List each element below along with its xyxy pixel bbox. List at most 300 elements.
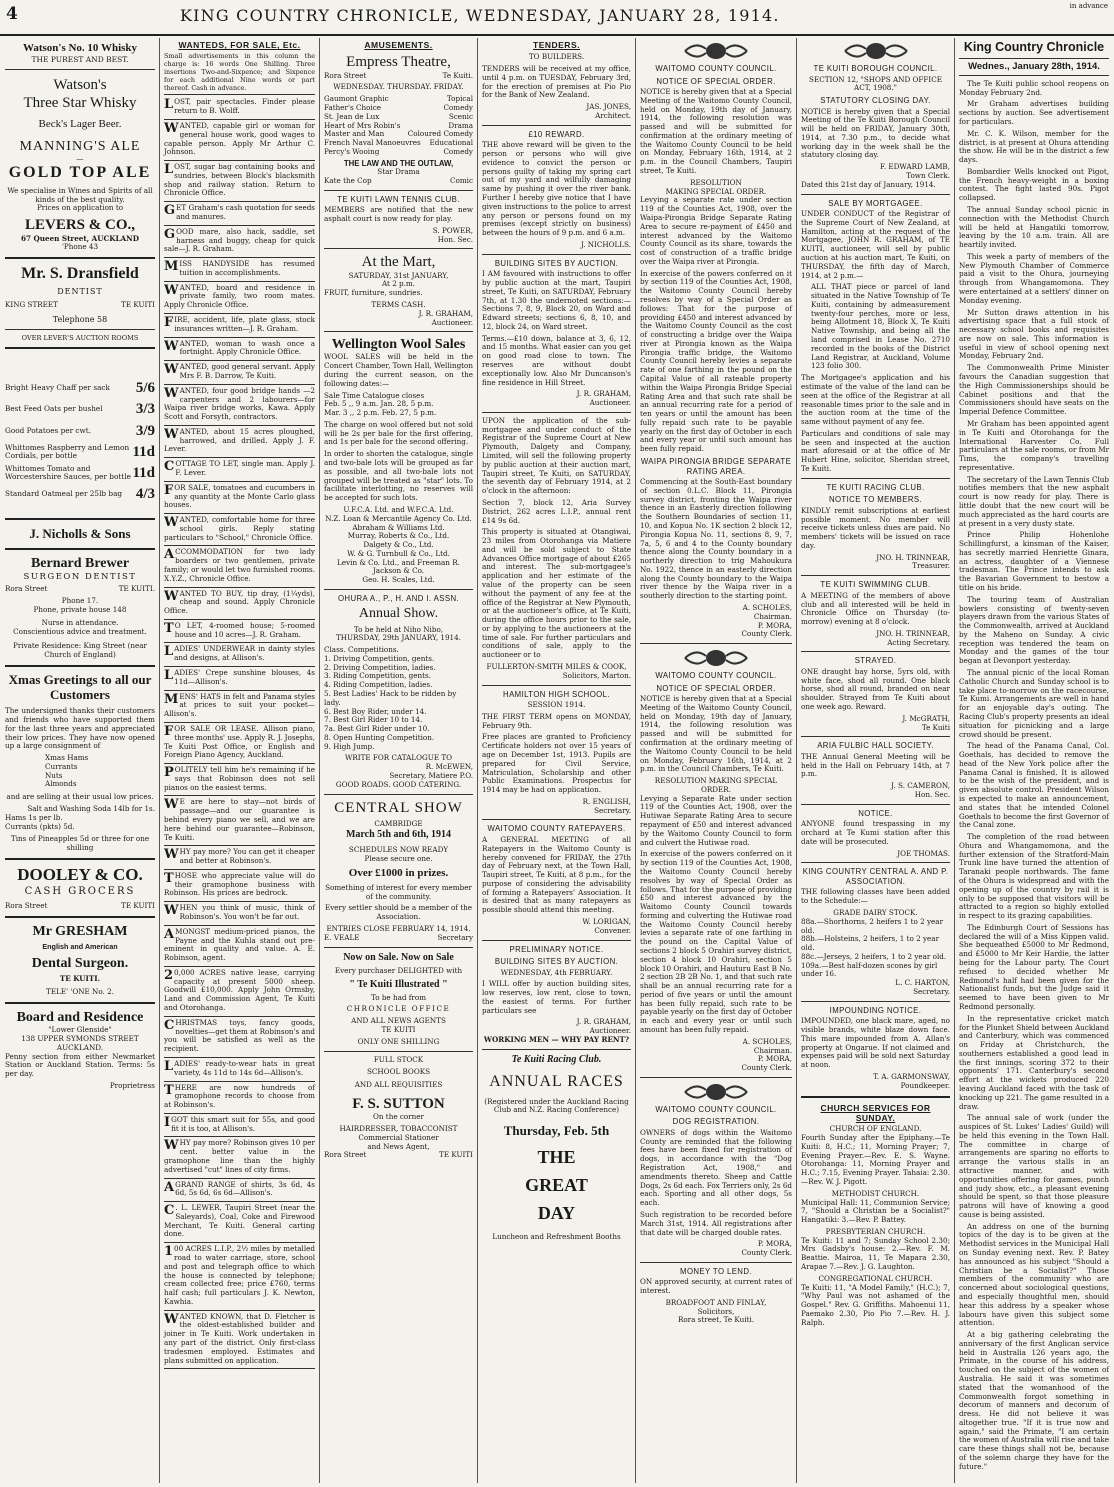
drop-cap: W (164, 282, 179, 298)
broadfoot-solicitors: Solicitors, (697, 1306, 735, 1316)
ad-divider (164, 545, 315, 546)
product-row (5, 400, 155, 418)
dransfield-heading: Mr. S. Dransfield (21, 265, 139, 283)
wanted-ad-text: GOT this smart suit for 55s, and good fit it is too, at Allison's. (171, 1114, 315, 1133)
drop-cap: W (164, 426, 179, 442)
dog-more: Such registration to be recorded before March 31st, 1914. All registrations after that date will be charged double rates. (640, 1209, 792, 1237)
county-crest-icon (681, 41, 751, 61)
school-books: SCHOOL BOOKS (366, 1067, 431, 1077)
impounding-heading: IMPOUNDING NOTICE. (829, 1005, 922, 1015)
sites2-graham: J. R. GRAHAM, (576, 1017, 631, 1027)
ad-divider (164, 425, 315, 426)
borough-heading: TE KUITI BOROUGH COUNCIL. (813, 64, 938, 73)
ad-divider (164, 1113, 315, 1114)
xmas-items (5, 754, 155, 789)
film-kind: Scenic (448, 111, 473, 121)
wanted-ad (164, 460, 315, 478)
wanted-ad-text: OR SALE, tomatoes and cucumbers in any quantity at the Monte Carlo glass houses. (164, 482, 315, 510)
harton-title: Secretary. (913, 987, 950, 996)
drop-cap: G (164, 226, 176, 242)
council-heading-3: WAITOMO COUNTY COUNCIL. (655, 1104, 777, 1114)
broadfoot: BROADFOOT AND FINLAY, (665, 1297, 767, 1307)
news-agent: and News Agent, (367, 1141, 430, 1151)
broker-name: Dalgety & Co., Ltd. (363, 540, 434, 550)
drop-cap: G (164, 203, 176, 219)
dog-registration: DOG REGISTRATION. (672, 1117, 760, 1127)
gresham-phone: TELE' 'ONE No. 2. (46, 987, 114, 997)
drop-cap: L (164, 668, 174, 684)
wanted-ad-text: OR SALE OR LEASE. Allison piano, three months' use. Apply R. J. Josephs, Te Kuiti Post Office, or English and Foreign Piano Agency, Auckland. (164, 723, 315, 760)
hamilton-heading: HAMILTON HIGH SCHOOL. (503, 689, 610, 699)
registered: (Registered under the Auckland Racing Club and N.Z. Racing Conference) (484, 1096, 629, 1115)
ad-divider (164, 795, 315, 796)
film-title: Heart of Mrs Robin's (324, 120, 401, 130)
luncheon: Luncheon and Refreshment Booths (492, 1231, 621, 1241)
acting-secretary: Acting Secretary. (887, 637, 950, 647)
convener: Convener. (594, 925, 631, 935)
column-1-ads: Watson's No. 10 Whisky THE PUREST AND BEST. Watson's Three Star Whisky Beck's Lager Beer. MANNING'S ALE — GOLD TOP ALE We specialise in Wines and Spirits of all kinds of the best quality. Prices on application to LEVERS & CO., 67 Queen Street, AUCKLAND 'Phone 43 Mr. S. Dransfield DENTIST KING STREET TE KUITI Telephone 58 OVER LEVER'S AUCTION ROOMS Bright Heavy Chaff per sack 5/6 Best Feed Oats per bushel 3/3 Good Potatoes per cwt. 3/9 Whittomes Raspberry and Lemon Cordials, per bottle 11d Whittomes Tomato and Worcestershire Sauces, per bottle 11d Standard Oatmeal per 25lb bag 4/3 J. Nicholls & Sons Bernard Brewer SURGEON DENTIST Rora Street TE KUITI. Phone 17. Phone, private house 148 Nurse in attendance. Conscientious advice and treatment. Private Residence: King Street (near Church of England) Xmas Greetings to all our Customers The undersigned thanks their customers and friends who have supported them for the last three years and appreciated their low prices. They have now opened up a large consignment of Xmas Hams Currants Nuts Almonds and are selling at their usual low prices. Salt and Washing Soda 14lb for 1s. Hams 1s per lb. Currants (pkts) 5d. Tins of Pineapples 5d or three for one shilling DOOLEY & CO. CASH GROCERS Rora Street TE KUITI Mr GRESHAM English and American Dental Surgeon. TE KUITI. TELE' 'ONE No. 2. Board and Residence "Lower Glenside" 138 UPPER SYMONDS STREET AUCKLAND. Penny section from either Newmarket Station or Auckland Station. Terms: 5s per day. Proprietress (5, 42, 155, 1090)
statutory-closing: STATUTORY CLOSING DAY. (820, 96, 931, 106)
wanted-ad (164, 725, 315, 760)
xmas-item: Almonds (45, 779, 77, 789)
kc-association: KING COUNTRY CENTRAL A. AND P. ASSOCIATION. (802, 867, 949, 886)
film-kind: Drama (448, 120, 473, 130)
xmas-heading: Xmas Greetings to all our Customers (8, 671, 152, 703)
architect: Architect. (595, 111, 631, 121)
wanted-ad-text: OLITELY tell him he's remaining if he says that Robinson does not sell pianos on the easiest terms. (164, 765, 315, 792)
church-services-heading: CHURCH SERVICES FOR SUNDAY. (820, 1102, 931, 1123)
wanted-ad-text: HERE are now hundreds of gramophone records to choose from at Robinson's. (164, 1082, 315, 1110)
xmas-item: Currants (45, 761, 78, 771)
ad-divider (164, 966, 315, 967)
product-price: 5/6 (135, 379, 155, 396)
drop-cap: T (164, 870, 174, 886)
drop-cap: W (164, 903, 179, 919)
news-paragraph: The touring team of Australian bowlers consisting of twenty-seven players drawn from the various States of the Commonwealth, arrived at Auckland by the Maheno on Sunday. A civic reception was tendered the team on Monday and the games of the tour began at Devonport yesterday. (959, 594, 1109, 666)
wanted-ad (164, 363, 315, 381)
film-row (324, 148, 473, 157)
sites2-heading: BUILDING SITES BY AUCTION. (494, 957, 619, 967)
council-body-3: In exercise of the powers conferred on it by section 119 of the Counties Act, 1908, the Waitomo County Council hereby resolves by way of a Special Order as follows: That for the purpose of providing £450 and interest advanced by the Waitomo County Council as the cost of constructing a bridge over the Waipa river at Pirongia known as the Waipa Pirongia traffic bridge, the Waitomo County Council hereby levies a separate rate of one farthing in the pound on the Capital Value of all rateable property within the Waipa Pirongia Bridge Special Rating Area and that such rate shall be an annual recurring rate for a period of ten years or until the amount has been fully repaid such rate to be payable yearly on the first day of October in each and every year or until such amount has been fully repaid. (640, 268, 792, 454)
wool-order: In order to shorten the catalogue, single and two-bale lots will be grouped as far as possible, and all two-bale lots not grouped will be treated as "star" lots. To facilitate interlotting, no reserves will be accepted for such lots. (324, 449, 473, 503)
ad-divider (164, 1178, 315, 1179)
wanted-ad-text: ANTED KNOWN, that D. Fletcher is the oldest-established builder and joiner in Te Kuiti. Work undertaken in any part of the district. Only first-class tradesmen employed. Estimates and plans submitted on application. (164, 1311, 315, 1365)
niho-nibo: To be held at Niho Nibo, (353, 624, 444, 634)
kc-class: 88c.—Jerseys, 2 heifers, 1 to 2 year old. (801, 951, 947, 961)
county-crest-icon (681, 1082, 751, 1102)
phone-17: Phone 17. (61, 595, 99, 605)
kate-kind: Comic (450, 175, 473, 185)
english: R. ENGLISH, (582, 796, 631, 806)
column-rule (477, 38, 478, 1483)
ad-divider (164, 763, 315, 764)
mortgagee-body: UNDER CONDUCT of the Registrar of the Supreme Court of New Zealand, at Hamilton, acting at the request of the Mortgagee, JOHN R. GRAHAM, of TE KUITI, auctioneer, will sell by public auction at his auction mart, Te Kuiti, on THURSDAY, the fifth day of March, 1914, at 2 p.m.— (801, 209, 950, 280)
ad-divider (164, 666, 315, 667)
film-title: Father's Choice (324, 103, 381, 112)
tennis-signature: S. POWER, (432, 225, 473, 235)
becks-heading: Beck's Lager Beer. (38, 118, 122, 131)
empress-town: Te Kuiti. (442, 70, 473, 80)
ad-divider (164, 1368, 315, 1369)
masthead-title: KING COUNTRY CHRONICLE, WEDNESDAY, JANUARY 28, 1914. (180, 6, 780, 25)
te-kuiti-illustrated: " Te Kuiti Illustrated " (349, 978, 448, 990)
product-price: 11d (132, 465, 155, 482)
write-catalogue: WRITE FOR CATALOGUE TO (344, 753, 453, 763)
to-builders: TO BUILDERS. (528, 52, 585, 62)
page-number: 4 (6, 4, 18, 24)
presbyterian-heading: PRESBYTERIAN CHURCH. (825, 1226, 926, 1236)
broadfoot-address: Rora street, Te Kuiti. (677, 1315, 755, 1325)
requisities: AND ALL REQUISITIES (354, 1080, 443, 1090)
reward-heading: £10 REWARD. (528, 129, 585, 139)
cameron: J. S. CAMERON, (891, 781, 950, 791)
empress-heading: Empress Theatre, (346, 54, 451, 71)
wanted-ad-text: OTTAGE TO LET, single man. Apply J. F. Lever. (175, 459, 315, 477)
kc-class: 88b.—Holsteins, 2 heifers, 1 to 2 year old. (801, 934, 940, 953)
conscientious-text: Conscientious advice and treatment. (13, 627, 147, 637)
ad-divider (164, 119, 315, 120)
strayed-heading: STRAYED. (854, 656, 897, 666)
levers-phone: 'Phone 43 (61, 242, 99, 252)
wanted-ad (164, 387, 315, 422)
resolution: RESOLUTION (690, 177, 742, 187)
wanted-ad-text: ANTED, about 15 acres ploughed, harrowed, and drilled. Apply J. F. Lever. (164, 426, 315, 454)
glenside: "Lower Glenside" (48, 1025, 112, 1035)
sites2-body: I WILL offer by auction building sites, low reserves, low rent, close to town, the easiest of terms. For further particulars see (482, 979, 631, 1015)
wanted-ad (164, 1060, 315, 1078)
wanted-ad (164, 645, 315, 663)
wanted-ad (164, 260, 315, 278)
drop-cap: M (164, 259, 179, 275)
building-sites-body: I AM favoured with instructions to offer by public auction at the mart, Taupiri street, Te Kuiti, on SATURDAY, February 7th, at 1.30 the undernoted sections:—Sections 7, 8, 9, Block 20, on Ward and Edward streets; sections 6, 8, 10, and 12, block 24, on Ward street. (482, 269, 631, 331)
wanted-ad (164, 484, 315, 510)
wanted-ad-text: GRAND RANGE of shirts, 3s 6d, 4s 6d, 5s 6d, 6s 6d—Allison's. (175, 1179, 315, 1198)
column-5-county (637, 38, 795, 1483)
tenders-heading: TENDERS. (533, 40, 580, 50)
wanteds-intro: Small advertisements in this column the charge is: 16 words One Shilling. Three insertions Two-and-Sixpence; and Sixpence for each additional Nine words or part thereof. Cash in advance. (164, 53, 315, 95)
dooley-street: Rora Street (5, 900, 48, 910)
entries-close: ENTRIES CLOSE FEBRUARY 14, 1914. (326, 923, 471, 933)
scholes-2: A. SCHOLES, (742, 1036, 792, 1046)
impounding-body: IMPOUNDED, one black mare, aged, no visible brands, white blaze down face. This mare impounded from A. Allan's property at Ongarue. If not claimed and expenses paid will be sold next Saturday at noon. (801, 1016, 950, 1070)
news-paragraph: Mr Graham advertises building sections by auction. See advertisement for particulars. (959, 99, 1109, 126)
coe-heading: CHURCH OF ENGLAND. (829, 1124, 922, 1134)
hairdresser: HAIRDRESSER, TOBACCONIST (339, 1124, 458, 1134)
wanted-ad-text: IRE, accident, life, plate glass, stock insurances written—J. R. Graham. (174, 315, 315, 333)
mart-time: At 2 p.m. (381, 279, 416, 289)
sutton-street: Rora Street (324, 1150, 367, 1160)
wool-row: Mar. 3 ,, 2 p.m. Feb. 27, 5 p.m. (324, 408, 437, 418)
news-paragraph: The Te Kuiti public school reopens on Monday February 2nd. (959, 78, 1109, 97)
wanted-ad-text: OST, sugar bag containing books and sundries, between Block's blacksmith shop and railway station. Return to Chronicle Office. (164, 162, 315, 198)
money-body: ON approved security, at current rates of interest. (640, 1277, 792, 1296)
racing-heading: TE KUITI RACING CLUB. (826, 482, 925, 492)
county-clerk-3: County Clerk. (741, 1248, 792, 1258)
mora: P. MORA, (757, 620, 792, 630)
aria-body: THE Annual General Meeting will be held in the Hall on February 14th, at 7 p.m. (801, 751, 950, 779)
money-heading: MONEY TO LEND. (680, 1266, 752, 1276)
masthead-corner: in advance (1069, 2, 1108, 10)
three-star-heading: Three Star Whisky (23, 94, 137, 111)
wanted-ad (164, 669, 315, 687)
sites-graham: J. R. GRAHAM, (576, 389, 631, 399)
preliminary-notice: PRELIMINARY NOTICE. (509, 944, 604, 954)
wanted-ad (164, 516, 315, 542)
column-rule (635, 38, 636, 1483)
wool-heading: Wellington Wool Sales (331, 337, 466, 353)
resolution-2: RESOLUTION MAKING SPECIAL ORDER. (654, 776, 778, 794)
wanted-ad-text: E are here to stay—not birds of passage—and our guarantee is behind every piano we sell, and we are here behind our guarantee—Robinson, Te Kuiti. (164, 797, 315, 842)
lorigan: W. LORIGAN, (582, 916, 631, 926)
chronicle-date: Wednes., January 28th, 1914. (959, 58, 1109, 76)
chronicle-title: King Country Chronicle (963, 40, 1105, 54)
ad-divider (164, 281, 315, 282)
tennis-body: MEMBERS are notified that the new asphalt court is now ready for play. (324, 205, 473, 224)
column-4-tenders (479, 38, 634, 1483)
amusements-heading: AMUSEMENTS. (364, 40, 433, 50)
drop-cap: 1 (164, 1244, 174, 1260)
board-heading: Board and Residence (16, 1010, 144, 1026)
drop-cap: F (164, 723, 174, 739)
grade-dairy: GRADE DAIRY STOCK. (833, 907, 918, 917)
drop-cap: P (164, 765, 174, 781)
phone-148: Phone, private house 148 (33, 604, 127, 614)
ad-divider (164, 619, 315, 620)
annual-show: Annual Show. (358, 606, 439, 622)
mcewen-title: Secretary, Matiere P.O. (389, 771, 473, 781)
building-sites-heading: BUILDING SITES BY AUCTION. (494, 258, 619, 268)
now-on-sale: Now on Sale. Now on Sale (343, 951, 454, 963)
wanted-ad-text: ADIES' Crepe sunshine blouses, 4s 11d—Allison's. (174, 668, 315, 686)
wanted-ad (164, 904, 315, 922)
show-class: 8. Open Hunting Competition. (324, 732, 435, 742)
wanted-ad (164, 1181, 315, 1199)
news-paragraph: This week a party of members of the New Plymouth Chamber of Commerce paid a visit to the Ohura, journeying through from Whangamomona. They were entertained at a settlers' dinner on Monday evening. (959, 251, 1109, 305)
broker-name: Abraham & Williams Ltd. (352, 522, 445, 532)
purest-text: THE PUREST AND BEST. (31, 55, 129, 65)
show-class: 7. Best Girl Rider 10 to 14. (324, 715, 423, 725)
drop-cap: 2 (164, 967, 174, 983)
nicholls-signature: J. NICHOLLS. (580, 239, 631, 249)
wanted-ad-text: HEN you think of music, think of Robinson's. You won't be far out. (179, 903, 315, 922)
scholes: A. SCHOLES, (742, 602, 792, 612)
jones: JAS. JONES, (586, 102, 631, 112)
wanted-ad (164, 1204, 315, 1239)
wanted-ad (164, 428, 315, 454)
ad-divider (164, 690, 315, 691)
ad-divider (164, 869, 315, 870)
product-price: 3/3 (135, 401, 155, 418)
building-sites-terms: Terms.—£10 down, balance at 3, 6, 12, and 15 months. What easier can you get on good road close to town. The reserves are without doubt exceptionally low. Also Mr Duncanson's fine residence in Hill Street. (482, 333, 631, 387)
product-price-list (5, 379, 155, 504)
mora-2: P. MORA, (757, 1054, 792, 1064)
waipa-body: Commencing at the South-East boundary of section 0.L.C. Block 11, Pirongia survey district, fronting the Waipa river thence in an Easterly direction following the Southern Boundaries of section 11, 10, and Kopua No. 1K section 2 block 12, Pirongia Kopua No. 11, sections 8, 9, 7, 7a, 5, 6 and 4 to the County boundary thence along the County boundary in a northerly direction to trig Mahoukura No. 1922, thence in an easterly direction along the County boundary to the Waipa river thence by the Waipa river in a southerly direction to the starting point. (640, 477, 792, 601)
column-7-news (956, 38, 1112, 1483)
over-levers: OVER LEVER'S AUCTION ROOMS (21, 333, 139, 342)
prices-text: Prices on application to (36, 203, 124, 213)
english-secretary: Secretary. (594, 805, 631, 815)
board-address: 138 UPPER SYMONDS STREET AUCKLAND. (21, 1034, 139, 1052)
thomas: JOE THOMAS. (897, 848, 950, 858)
drop-cap: W (164, 1138, 179, 1154)
drop-cap: W (164, 338, 179, 354)
column-rule (319, 38, 320, 1483)
wanted-ads-list (164, 98, 315, 1369)
film-title: St. Jean de Lux (324, 111, 380, 121)
had-from: To be had from (370, 992, 427, 1002)
wanted-ad-text: MONGST medium-priced pianos, the Payne and the Kuhla stand out pre-eminent in quality and value. A. E. Robinson, agent. (164, 926, 315, 963)
one-shilling: ONLY ONE SHILLING (357, 1036, 440, 1046)
wanted-ad (164, 1245, 315, 1306)
ad-divider (164, 457, 315, 458)
wanted-ad-text: ENS' HATS in felt and Panama styles at prices to suit your pocket—Allison's. (164, 691, 315, 719)
wanted-ad (164, 1313, 315, 1366)
mart-body: FRUIT, furniture, sundries. (324, 288, 423, 298)
news-paragraph: The annual picnic of the local Roman Catholic Church and Sunday school is to take place to-morrow on the racecourse, Te Kumi. Arrangements are well in hand for an enjoyable day's outing. The Racing Club's property presents an ideal situation for picnicking and a large crowd should be present. (959, 668, 1109, 739)
ratepayers-body: A GENERAL MEETING of all Ratepayers in the Waitomo County is hereby convened for FRIDAY, the 27th day of February next, at the Town Hall, Taupiri street, Te Kuiti, at 8 p.m., for the purpose of considering the advisability of forming a Ratepayers' Association. It is desired that as many ratepayers as possible should attend this meeting. (482, 834, 631, 915)
specialise-text: We specialise in Wines and Spirits of all kinds of the best quality. (7, 185, 153, 204)
coe-body: Fourth Sunday after the Epiphany.—Te Kuiti: 8, H.C.; 11, Morning Prayer; 7, Evening Prayer.—Rev. E. S. Wayne. Otorohanga: 11, Morning Prayer and H.C.; 7.15, Evening Prayer. Tahaia: 2.30.—Rev. W. J. Pigott. (801, 1133, 950, 1186)
wanted-ad (164, 98, 315, 116)
drop-cap: W (164, 847, 179, 863)
wanted-ad-text: O LET, 4-roomed house; 5-roomed house and 10 acres—J. R. Graham. (174, 620, 315, 639)
board-body: Penny section from either Newmarket Station or Auckland Station. Terms: 5s per day. (5, 1051, 155, 1079)
wanted-ad (164, 872, 315, 898)
borough-body: NOTICE is hereby given that a Special Meeting of the Te Kuiti Borough Council will be held on FRIDAY, January 30th, 1914, at 7.30 p.m., to decide what working day in the week shall be the statutory closing day. (801, 106, 950, 160)
news-paragraph: The secretary of the Lawn Tennis Club notifies members that the new asphalt court is now ready for play. There is little doubt that the new court will be much appreciated as the hard courts are at present in a very dusty state. (959, 474, 1109, 528)
ad-divider (164, 845, 315, 846)
product-row (5, 485, 155, 503)
sites-auctioneer: Auctioneer. (589, 398, 631, 408)
show-class: 2. Driving Competition, ladies. (324, 662, 436, 672)
ad-divider (164, 1201, 315, 1202)
central-show: CENTRAL SHOW (334, 799, 463, 816)
product-name: Whittomes Tomato and Worcestershire Sauces, per bottle (5, 463, 131, 482)
gresham-town: TE KUITI. (59, 973, 101, 983)
wanted-ad-text: ADIES' UNDERWEAR in dainty styles and designs, at Allison's. (174, 644, 315, 663)
column-rule (954, 38, 955, 1483)
working-men: WORKING MEN — WHY PAY RENT? (483, 1035, 630, 1045)
ad-divider (164, 1057, 315, 1058)
dooley-heading: DOOLEY & CO. (17, 864, 143, 884)
drop-cap: C (164, 1017, 175, 1033)
kc-class: 88a.—Shorthorns, 2 heifers 1 to 2 year old. (801, 916, 943, 935)
news-paragraph: Mr Graham has been appointed agent in Te Kuiti and Otorohanga for the International Harvester Co. Full particulars at the sale rooms, or from Mr Tims, the company's travelling representative. (959, 418, 1110, 472)
levers-address: 67 Queen Street, AUCKLAND (21, 233, 139, 243)
star-drama: Star Drama (377, 167, 420, 177)
wanted-ad (164, 928, 315, 963)
sites2-auctioneer: Auctioneer. (589, 1026, 631, 1036)
full-stock: FULL STOCK (373, 1054, 424, 1064)
product-name: Best Feed Oats per bushel (5, 404, 103, 414)
broker-name: Murray, Roberts & Co., Ltd. (347, 531, 450, 541)
drop-cap: I (164, 1114, 171, 1130)
methodist-body: Municipal Hall: 11, Communion Service; 7, "Should a Christian be a Socialist?" Hangatiki: 3.—Rev. P. Battey. (801, 1197, 950, 1225)
drop-cap: A (164, 547, 175, 563)
broker-name: N.Z. Loan & Mercantile Agency Co. Ltd. (325, 513, 472, 523)
schedules-ready: SCHEDULES NOW READY (348, 844, 449, 854)
dog-body: OWNERS of dogs within the Waitomo County are reminded that the following fees have been fixed for registration of dogs, in accordance with the "Dog Registration Act, 1908," and amendments thereto. Sheep and Cattle Dogs, 2s 6d each. Fox Terriers only, 2s 6d each. Sporting and all other dogs, 5s each. (640, 1127, 792, 1208)
news-agents: AND ALL NEWS AGENTS (351, 1016, 446, 1026)
wanted-ad (164, 969, 315, 1013)
kc-body: THE following classes have been added to the Schedule:— (801, 887, 950, 906)
drop-cap: F (164, 315, 174, 331)
mart-graham: J. R. GRAHAM, (418, 308, 473, 318)
drop-cap: W (164, 362, 179, 378)
product-name: Good Potatoes per cwt. (5, 425, 91, 435)
swimming-body: A MEETING of the members of above club and all interested will be held in Chronicle Office on Thursday (to-morrow) evening at 8 o'clock. (801, 590, 950, 627)
wanted-ad (164, 1019, 315, 1054)
hon-sec: Hon. Sec. (914, 790, 950, 799)
methodist-heading: METHODIST CHURCH. (831, 1188, 920, 1198)
currants: Currants (pkts) 5d. (5, 821, 75, 831)
drop-cap: W (164, 797, 179, 813)
mannings-heading: MANNING'S ALE (19, 138, 141, 154)
wanted-ad-text: ANTED, four good bridge hands —2 carpenters and 2 labourers—for Waipa river bridge works, Kawa. Apply Scott and Forsyth, contractors. (164, 385, 315, 422)
wanted-ad-text: HOSE who appreciate value will do their gramophone business with Robinson. His prices are bedrock. (164, 870, 315, 898)
county-crest-icon (681, 648, 751, 668)
wanted-ad (164, 284, 315, 310)
special-order-2: NOTICE OF SPECIAL ORDER. (656, 683, 776, 693)
column-3-amusements (321, 38, 476, 1483)
drop-cap: T (164, 1082, 174, 1098)
show-class: 6. Best Boy Rider, under 14. (324, 706, 427, 716)
garmonsway: T. A. GARMONSWAY, (873, 1071, 950, 1081)
wool-columns: Sale Time Catalogue closes (324, 390, 425, 400)
te-kuiti-label: TE KUITI (121, 300, 155, 310)
ad-divider (164, 642, 315, 643)
show-class: 7a. Best Girl Rider under 10. (324, 724, 430, 734)
wanted-ad-text: 00 ACRES L.I.P., 2½ miles by metalled road to water carriage, store, school and post and telegraph office to which the house is connected by telephone; cream collected free; price £760, terms half cash; full particulars J. K. Newton, Kawhia. (164, 1244, 315, 1306)
treasurer: Treasurer. (912, 561, 950, 571)
drop-cap: L (164, 1058, 174, 1074)
kc-class: 109a.—Best half-dozen scones by girl under 16. (801, 960, 938, 979)
ad-divider (164, 360, 315, 361)
strayed-body: ONE draught bay horse, 5yrs old, with white face, shod all round. One black horse, shod all round, branded on near shoulder. Strayed from Te Kuiti about one week ago. Reward. (801, 666, 950, 712)
waipa-heading: WAIPA PIRONGIA BRIDGE SEPARATE RATING AREA. (640, 457, 792, 476)
film-kind: Comedy (443, 146, 473, 156)
ad-divider (164, 925, 315, 926)
dooley-town: TE KUITI (121, 900, 155, 910)
news-paragraph: Mr Sutton draws attention in his advertising space that a full stock of necessary school books and requisites are now on sale. This information is useful in view of school opening next Monday, February 2nd. (959, 307, 1109, 361)
product-row (5, 464, 155, 482)
race-date: Thursday, Feb. 5th (503, 1123, 610, 1139)
wanted-ad-text: ANTED, good general servant. Apply Mrs F. B. Darrow, Te Kuiti. (179, 362, 315, 380)
ad-divider (164, 1310, 315, 1311)
wanteds-heading: WANTEDS, FOR SALE, Etc. (178, 40, 301, 50)
news-paragraph: Bombardier Wells knocked out Pigot, the French heavy-weight in a boxing contest. The fight lasted 90s. Pigot collapsed. (959, 166, 1109, 203)
racing-club: Te Kuiti Racing Club. (511, 1053, 602, 1065)
town-clerk: Town Clerk. (906, 171, 950, 181)
mcgrath-town: Te Kuiti (921, 722, 950, 732)
session: SESSION 1914. (527, 700, 586, 710)
show-class: 3. Riding Competition, gents. (324, 671, 432, 681)
ad-divider (164, 384, 315, 385)
drop-cap: L (164, 162, 174, 178)
notice-to-members: NOTICE TO MEMBERS. (828, 495, 923, 505)
proprietress: Proprietress (109, 1080, 155, 1090)
ad-divider (164, 201, 315, 202)
poundkeeper: Poundkeeper. (900, 1080, 950, 1090)
tender-body: TENDERS will be received at my office, until 4 p.m. on TUESDAY, February 3rd, for the erection of premises at Pio Pio for the Bank of New Zealand. (482, 64, 631, 100)
good-roads: GOOD ROADS. GOOD CATERING. (335, 779, 462, 789)
wanted-ad (164, 163, 315, 198)
dental-surgeon: Dental Surgeon. (31, 955, 129, 971)
mortgagee-more: The Mortgagee's application and his estimate of the value of the land can be seen at the office of the Registrar at all reasonable times prior to the sale and in the auction room at the time of the same without payment of any fee. (801, 373, 950, 427)
ad-divider (164, 160, 315, 161)
show-classes (324, 655, 473, 752)
county-clerk: County Clerk. (741, 629, 792, 639)
